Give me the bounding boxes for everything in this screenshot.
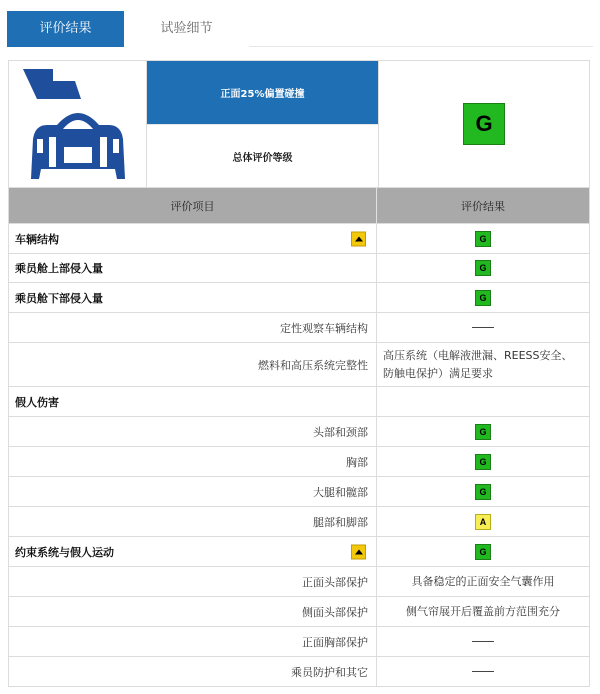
rating-badge: G [475,484,491,500]
row-result [377,537,589,566]
row-label: 燃料和高压系统完整性 [9,343,377,386]
rating-badge: G [475,290,491,306]
empty-dash [472,671,494,672]
row-label: 大腿和髋部 [9,477,377,506]
test-name: 正面25%偏置碰撞 [147,61,378,124]
row-label: 腿部和脚部 [9,507,377,536]
rating-badge: G [475,260,491,276]
tab-bar [7,11,593,47]
table-row [9,507,589,537]
rating-badge: G [475,544,491,560]
table-row [9,387,589,417]
row-label: 乘员舱下部侵入量 [9,283,377,312]
row-label: 胸部 [9,447,377,476]
car-offset-crash-icon [9,61,147,187]
row-label-text: 约束系统与假人运动 [15,545,114,559]
table-row [9,254,589,283]
expand-warning-icon[interactable] [351,231,366,246]
row-result [377,627,589,656]
tab-evaluation-result[interactable]: 评价结果 [7,11,124,47]
test-summary-header [8,60,590,188]
overall-rating-cell [378,61,589,187]
overall-rating-badge: G [463,103,505,145]
row-label: 正面胸部保护 [9,627,377,656]
rating-badge: G [475,454,491,470]
table-row [9,657,589,687]
row-result [377,417,589,446]
row-result [377,343,589,386]
empty-dash [472,641,494,642]
table-row [9,567,589,597]
row-label: 假人伤害 [9,387,377,416]
row-label [9,537,377,566]
tab-test-details[interactable]: 试验细节 [124,11,249,47]
table-header [9,188,589,224]
row-result [377,313,589,342]
row-label: 头部和颈部 [9,417,377,446]
row-result [377,657,589,686]
empty-dash [472,327,494,328]
row-result [377,283,589,312]
result-text: 高压系统（电解液泄漏、REESS安全、防触电保护）满足要求 [383,348,573,380]
row-result [377,224,589,253]
result-text: 具备稳定的正面安全气囊作用 [411,574,555,588]
crash-test-illustration [9,61,147,187]
row-label: 乘员防护和其它 [9,657,377,686]
table-row [9,313,589,343]
row-result [377,254,589,282]
column-header-item: 评价项目 [9,188,377,223]
row-result [377,447,589,476]
row-label: 定性观察车辆结构 [9,313,377,342]
row-label: 正面头部保护 [9,567,377,596]
table-row [9,224,589,254]
row-label-text: 车辆结构 [15,232,59,246]
table-row [9,283,589,313]
expand-warning-icon[interactable] [351,544,366,559]
evaluation-table [8,188,590,687]
row-label [9,224,377,253]
rating-badge: A [475,514,491,530]
rating-badge: G [475,231,491,247]
row-result [377,597,589,626]
table-row [9,447,589,477]
table-row [9,597,589,627]
table-row [9,537,589,567]
row-result [377,507,589,536]
table-row [9,343,589,387]
row-label: 侧面头部保护 [9,597,377,626]
column-header-result: 评价结果 [461,199,505,213]
table-row [9,417,589,447]
row-result [377,477,589,506]
table-row [9,627,589,657]
overall-rating-label: 总体评价等级 [147,124,378,187]
row-label: 乘员舱上部侵入量 [9,254,377,282]
result-text: 侧气帘展开后覆盖前方范围充分 [406,604,560,618]
table-row [9,477,589,507]
row-result [377,567,589,596]
row-result [377,387,589,416]
rating-badge: G [475,424,491,440]
